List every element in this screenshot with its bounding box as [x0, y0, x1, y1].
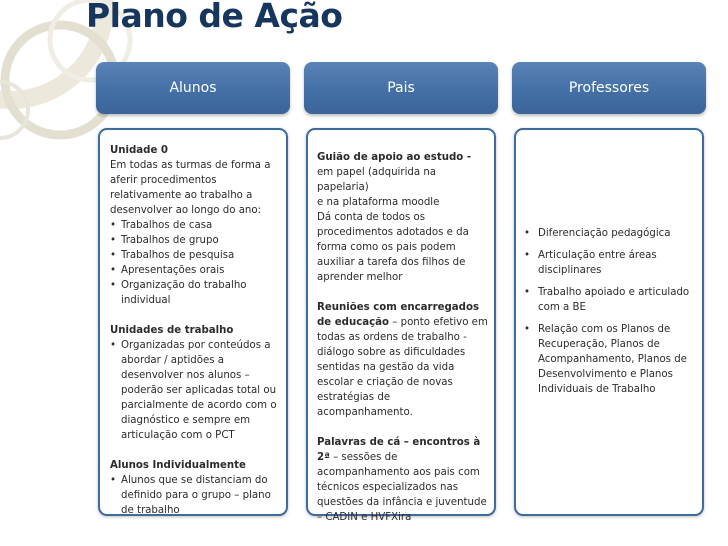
column-header-label: Professores [568, 80, 650, 96]
paragraph-reunioes [317, 300, 488, 420]
list-item: • Apresentações orais [110, 263, 280, 278]
page-title: Plano de Ação [86, 0, 343, 35]
column-header-alunos [96, 62, 290, 114]
list-item: • Organização do trabalho individual [110, 278, 280, 308]
text-line: Dá conta de todos os [317, 212, 426, 223]
list-item: • Trabalhos de pesquisa [110, 248, 280, 263]
column-header-label: Pais [387, 80, 415, 96]
text-line: relativamente ao trabalho a [110, 190, 253, 201]
paragraph-palavras [317, 435, 488, 525]
text-line: aferir procedimentos [110, 175, 217, 186]
bullet-list [524, 226, 696, 397]
list-item: • Diferenciação pedagógica [524, 226, 696, 241]
text-line: procedimentos adotados e da [317, 227, 469, 238]
text-line: desenvolver ao longo do ano: [110, 205, 262, 216]
content-box-alunos [98, 128, 288, 516]
list-item: • Relação com os Planos de Recuperação, Planos de Acompanhamento, Planos de Desenvolvimento e Planos Individuais de Trabalho [524, 322, 696, 397]
section-title-individual: Alunos Individualmente [110, 460, 246, 471]
column-header-label: Alunos [169, 80, 217, 96]
section-title-palavras: Palavras de cá – encontros à 2ª [317, 437, 481, 463]
text-line: auxiliar a tarefa dos filhos de [317, 257, 466, 268]
text-line: Em todas as turmas de forma a [110, 160, 271, 171]
text-line: aprender melhor [317, 272, 403, 283]
paragraph-text: – ponto efetivo em todas as ordens de trabalho - diálogo sobre as dificuldades sentidas na gestão da vida escolar e criação de novas estratégias de acompanhamento. [317, 317, 488, 418]
list-item: • Trabalho apoiado e articulado com a BE [524, 285, 696, 315]
bullet-list [110, 473, 280, 518]
text-line: forma como os pais podem [317, 242, 456, 253]
list-item: • Trabalhos de grupo [110, 233, 280, 248]
section-title-unidade-0: Unidade 0 [110, 145, 169, 156]
list-item: • Alunos que se distanciam do definido para o grupo – plano de trabalho [110, 473, 280, 518]
content-box-pais [306, 128, 496, 523]
bullet-list [110, 338, 280, 443]
content-box-professores [514, 128, 704, 516]
column-header-professores [512, 62, 706, 114]
section-title-guiao: Guião de apoio ao estudo - [317, 152, 472, 163]
list-item: • Organizadas por conteúdos a abordar / aptidões a desenvolver nos alunos – poderão ser aplicadas total ou parcialmente de acordo com o diagnóstico e sempre em articulação com o PCT [110, 338, 280, 443]
bullet-list [110, 218, 280, 308]
section-title-unidades: Unidades de trabalho [110, 325, 234, 336]
text-line: em papel (adquirida na papelaria) [317, 167, 437, 193]
section-title-reunioes: Reuniões com encarregados de educação [317, 302, 480, 328]
list-item: • Trabalhos de casa [110, 218, 280, 233]
list-item: • Articulação entre áreas disciplinares [524, 248, 696, 278]
paragraph-text: – sessões de acompanhamento aos pais com técnicos especializados nas questões da infância e juventude – CADIN e HVFXira [317, 452, 487, 523]
column-header-pais [304, 62, 498, 114]
text-line: e na plataforma moodle [317, 197, 440, 208]
